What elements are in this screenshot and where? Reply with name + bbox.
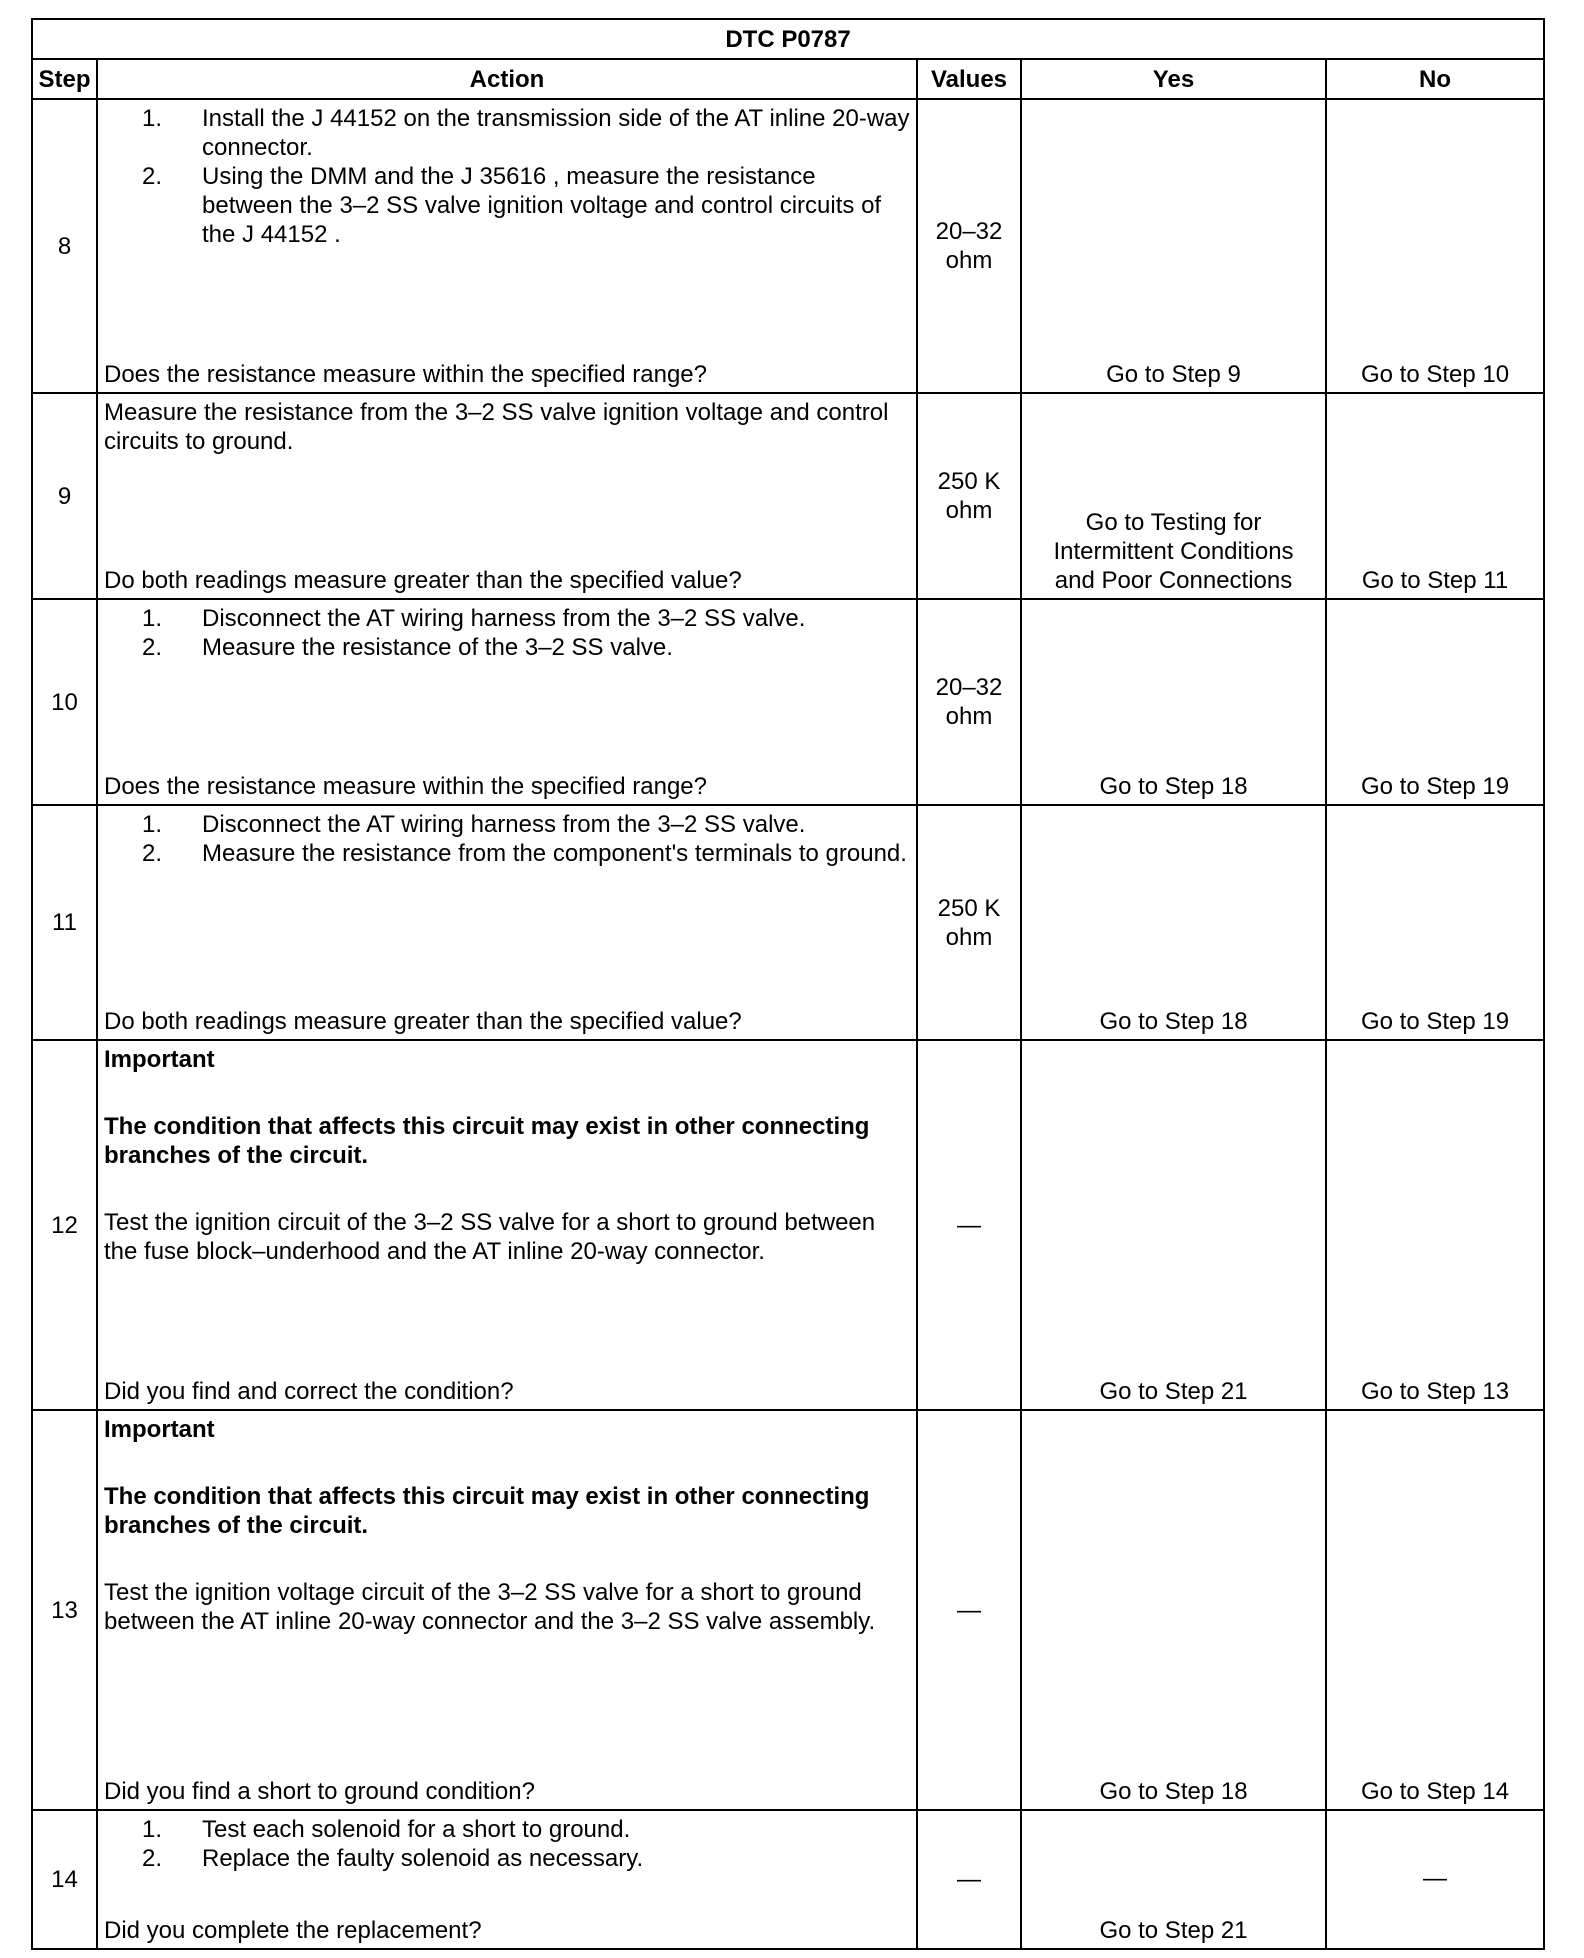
spacer bbox=[104, 1444, 910, 1482]
list-item-number: 2. bbox=[141, 163, 162, 190]
value-line: ohm bbox=[945, 703, 993, 730]
values-cell bbox=[917, 805, 1021, 1040]
list-item-text: Measure the resistance from the component's terminals to ground. bbox=[202, 840, 907, 867]
action-list bbox=[104, 604, 910, 662]
list-item-text: Using the DMM and the J 35616 , measure the resistance between the 3–2 SS valve ignition voltage and control circuits of the J 44152 . bbox=[202, 163, 882, 248]
action-list bbox=[104, 1815, 910, 1873]
step-number: 14 bbox=[32, 1810, 97, 1949]
value-line: 20–32 bbox=[935, 218, 1003, 245]
step-number: 10 bbox=[32, 599, 97, 805]
important-label: Important bbox=[104, 1046, 215, 1073]
action-cell bbox=[97, 393, 917, 599]
no-cell: Go to Step 19 bbox=[1326, 599, 1544, 805]
important-note: The condition that affects this circuit may exist in other connecting branches of the circuit. bbox=[104, 1483, 870, 1539]
list-item-text: Measure the resistance of the 3–2 SS valve. bbox=[202, 634, 673, 661]
spacer bbox=[104, 1074, 910, 1112]
list-item-number: 1. bbox=[141, 811, 162, 838]
action-text: Measure the resistance from the 3–2 SS valve ignition voltage and control circuits to ground. bbox=[104, 399, 889, 455]
list-item-text: Replace the faulty solenoid as necessary. bbox=[202, 1845, 644, 1872]
header-values: Values bbox=[917, 59, 1021, 99]
list-item-number: 1. bbox=[141, 1816, 162, 1843]
action-question: Do both readings measure greater than the specified value? bbox=[104, 567, 742, 594]
action-content bbox=[104, 1045, 910, 1406]
values-cell: — bbox=[917, 1040, 1021, 1410]
list-item-text: Disconnect the AT wiring harness from the 3–2 SS valve. bbox=[202, 605, 806, 632]
action-content bbox=[104, 604, 910, 801]
spacer bbox=[104, 1540, 910, 1578]
important-label: Important bbox=[104, 1416, 215, 1443]
table-row-step-13 bbox=[32, 1410, 1544, 1810]
table-row-step-10 bbox=[32, 599, 1544, 805]
action-content bbox=[104, 1415, 910, 1806]
list-item-text: Disconnect the AT wiring harness from the 3–2 SS valve. bbox=[202, 811, 806, 838]
step-number: 9 bbox=[32, 393, 97, 599]
values-cell bbox=[917, 99, 1021, 393]
list-item bbox=[104, 104, 910, 162]
yes-cell: Go to Step 18 bbox=[1021, 1410, 1326, 1810]
list-item-number: 2. bbox=[141, 1845, 162, 1872]
action-content bbox=[104, 810, 910, 1036]
value-line: ohm bbox=[945, 497, 993, 524]
no-cell: — bbox=[1326, 1810, 1544, 1949]
table-row-step-14 bbox=[32, 1810, 1544, 1949]
table-title: DTC P0787 bbox=[32, 19, 1544, 59]
values-cell bbox=[917, 599, 1021, 805]
list-item bbox=[104, 1844, 910, 1873]
no-cell: Go to Step 14 bbox=[1326, 1410, 1544, 1810]
action-question: Did you find a short to ground condition? bbox=[104, 1778, 535, 1805]
list-item bbox=[104, 162, 910, 249]
action-content bbox=[104, 104, 910, 389]
table-row-step-8 bbox=[32, 99, 1544, 393]
spacer bbox=[104, 1170, 910, 1208]
list-item-text: Test each solenoid for a short to ground. bbox=[202, 1816, 631, 1843]
action-content bbox=[104, 1815, 910, 1945]
table-title-row bbox=[32, 19, 1544, 59]
important-note: The condition that affects this circuit may exist in other connecting branches of the circuit. bbox=[104, 1113, 870, 1169]
action-cell bbox=[97, 99, 917, 393]
action-cell bbox=[97, 1410, 917, 1810]
list-item bbox=[104, 1815, 910, 1844]
action-text: Test the ignition voltage circuit of the 3–2 SS valve for a short to ground between the AT inline 20-way connector and the 3–2 SS valve assembly. bbox=[104, 1579, 876, 1635]
step-number: 8 bbox=[32, 99, 97, 393]
values-cell bbox=[917, 393, 1021, 599]
list-item bbox=[104, 839, 910, 868]
yes-cell: Go to Step 18 bbox=[1021, 805, 1326, 1040]
value-line: 250 K bbox=[937, 894, 1001, 922]
list-item bbox=[104, 604, 910, 633]
action-cell bbox=[97, 1810, 917, 1949]
list-item-number: 2. bbox=[141, 634, 162, 661]
no-cell: Go to Step 13 bbox=[1326, 1040, 1544, 1410]
step-number: 11 bbox=[32, 805, 97, 1040]
table-row-step-9 bbox=[32, 393, 1544, 599]
action-question: Does the resistance measure within the specified range? bbox=[104, 773, 707, 800]
action-question: Does the resistance measure within the specified range? bbox=[104, 361, 707, 388]
action-content bbox=[104, 398, 910, 595]
yes-line: Intermittent Conditions bbox=[1053, 538, 1294, 565]
value-line: 20–32 bbox=[935, 674, 1003, 701]
list-item-number: 1. bbox=[141, 105, 162, 132]
action-list bbox=[104, 104, 910, 249]
action-text: Test the ignition circuit of the 3–2 SS valve for a short to ground between the fuse block–underhood and the AT inline 20-way connector. bbox=[104, 1209, 876, 1265]
yes-cell: Go to Step 18 bbox=[1021, 599, 1326, 805]
action-body bbox=[104, 1415, 910, 1636]
header-action: Action bbox=[97, 59, 917, 99]
action-question: Did you complete the replacement? bbox=[104, 1917, 482, 1944]
diagnostic-table-document bbox=[31, 18, 1543, 1950]
action-cell bbox=[97, 599, 917, 805]
table-header-row bbox=[32, 59, 1544, 99]
yes-line: and Poor Connections bbox=[1054, 567, 1293, 594]
header-no: No bbox=[1326, 59, 1544, 99]
values-cell: — bbox=[917, 1810, 1021, 1949]
list-item bbox=[104, 633, 910, 662]
no-cell: Go to Step 11 bbox=[1326, 393, 1544, 599]
yes-cell: Go to Step 21 bbox=[1021, 1040, 1326, 1410]
dtc-table bbox=[31, 18, 1545, 1950]
value-line: ohm bbox=[945, 923, 993, 951]
value-line: ohm bbox=[945, 247, 993, 274]
step-number: 13 bbox=[32, 1410, 97, 1810]
list-item-text: Install the J 44152 on the transmission side of the AT inline 20-way connector. bbox=[202, 105, 910, 161]
values-cell: — bbox=[917, 1410, 1021, 1810]
no-cell: Go to Step 10 bbox=[1326, 99, 1544, 393]
action-body bbox=[104, 1045, 910, 1266]
yes-cell: Go to Step 9 bbox=[1021, 99, 1326, 393]
header-yes: Yes bbox=[1021, 59, 1326, 99]
action-question: Did you find and correct the condition? bbox=[104, 1378, 514, 1405]
table-row-step-12 bbox=[32, 1040, 1544, 1410]
action-list bbox=[104, 810, 910, 868]
header-step: Step bbox=[32, 59, 97, 99]
action-cell bbox=[97, 1040, 917, 1410]
list-item bbox=[104, 810, 910, 839]
step-number: 12 bbox=[32, 1040, 97, 1410]
yes-cell: Go to Step 21 bbox=[1021, 1810, 1326, 1949]
table-row-step-11 bbox=[32, 805, 1544, 1040]
list-item-number: 2. bbox=[141, 840, 162, 867]
yes-cell bbox=[1021, 393, 1326, 599]
value-line: 250 K bbox=[937, 468, 1001, 495]
list-item-number: 1. bbox=[141, 605, 162, 632]
yes-line: Go to Testing for bbox=[1085, 509, 1262, 536]
action-question: Do both readings measure greater than the specified value? bbox=[104, 1008, 742, 1035]
no-cell: Go to Step 19 bbox=[1326, 805, 1544, 1040]
action-cell bbox=[97, 805, 917, 1040]
